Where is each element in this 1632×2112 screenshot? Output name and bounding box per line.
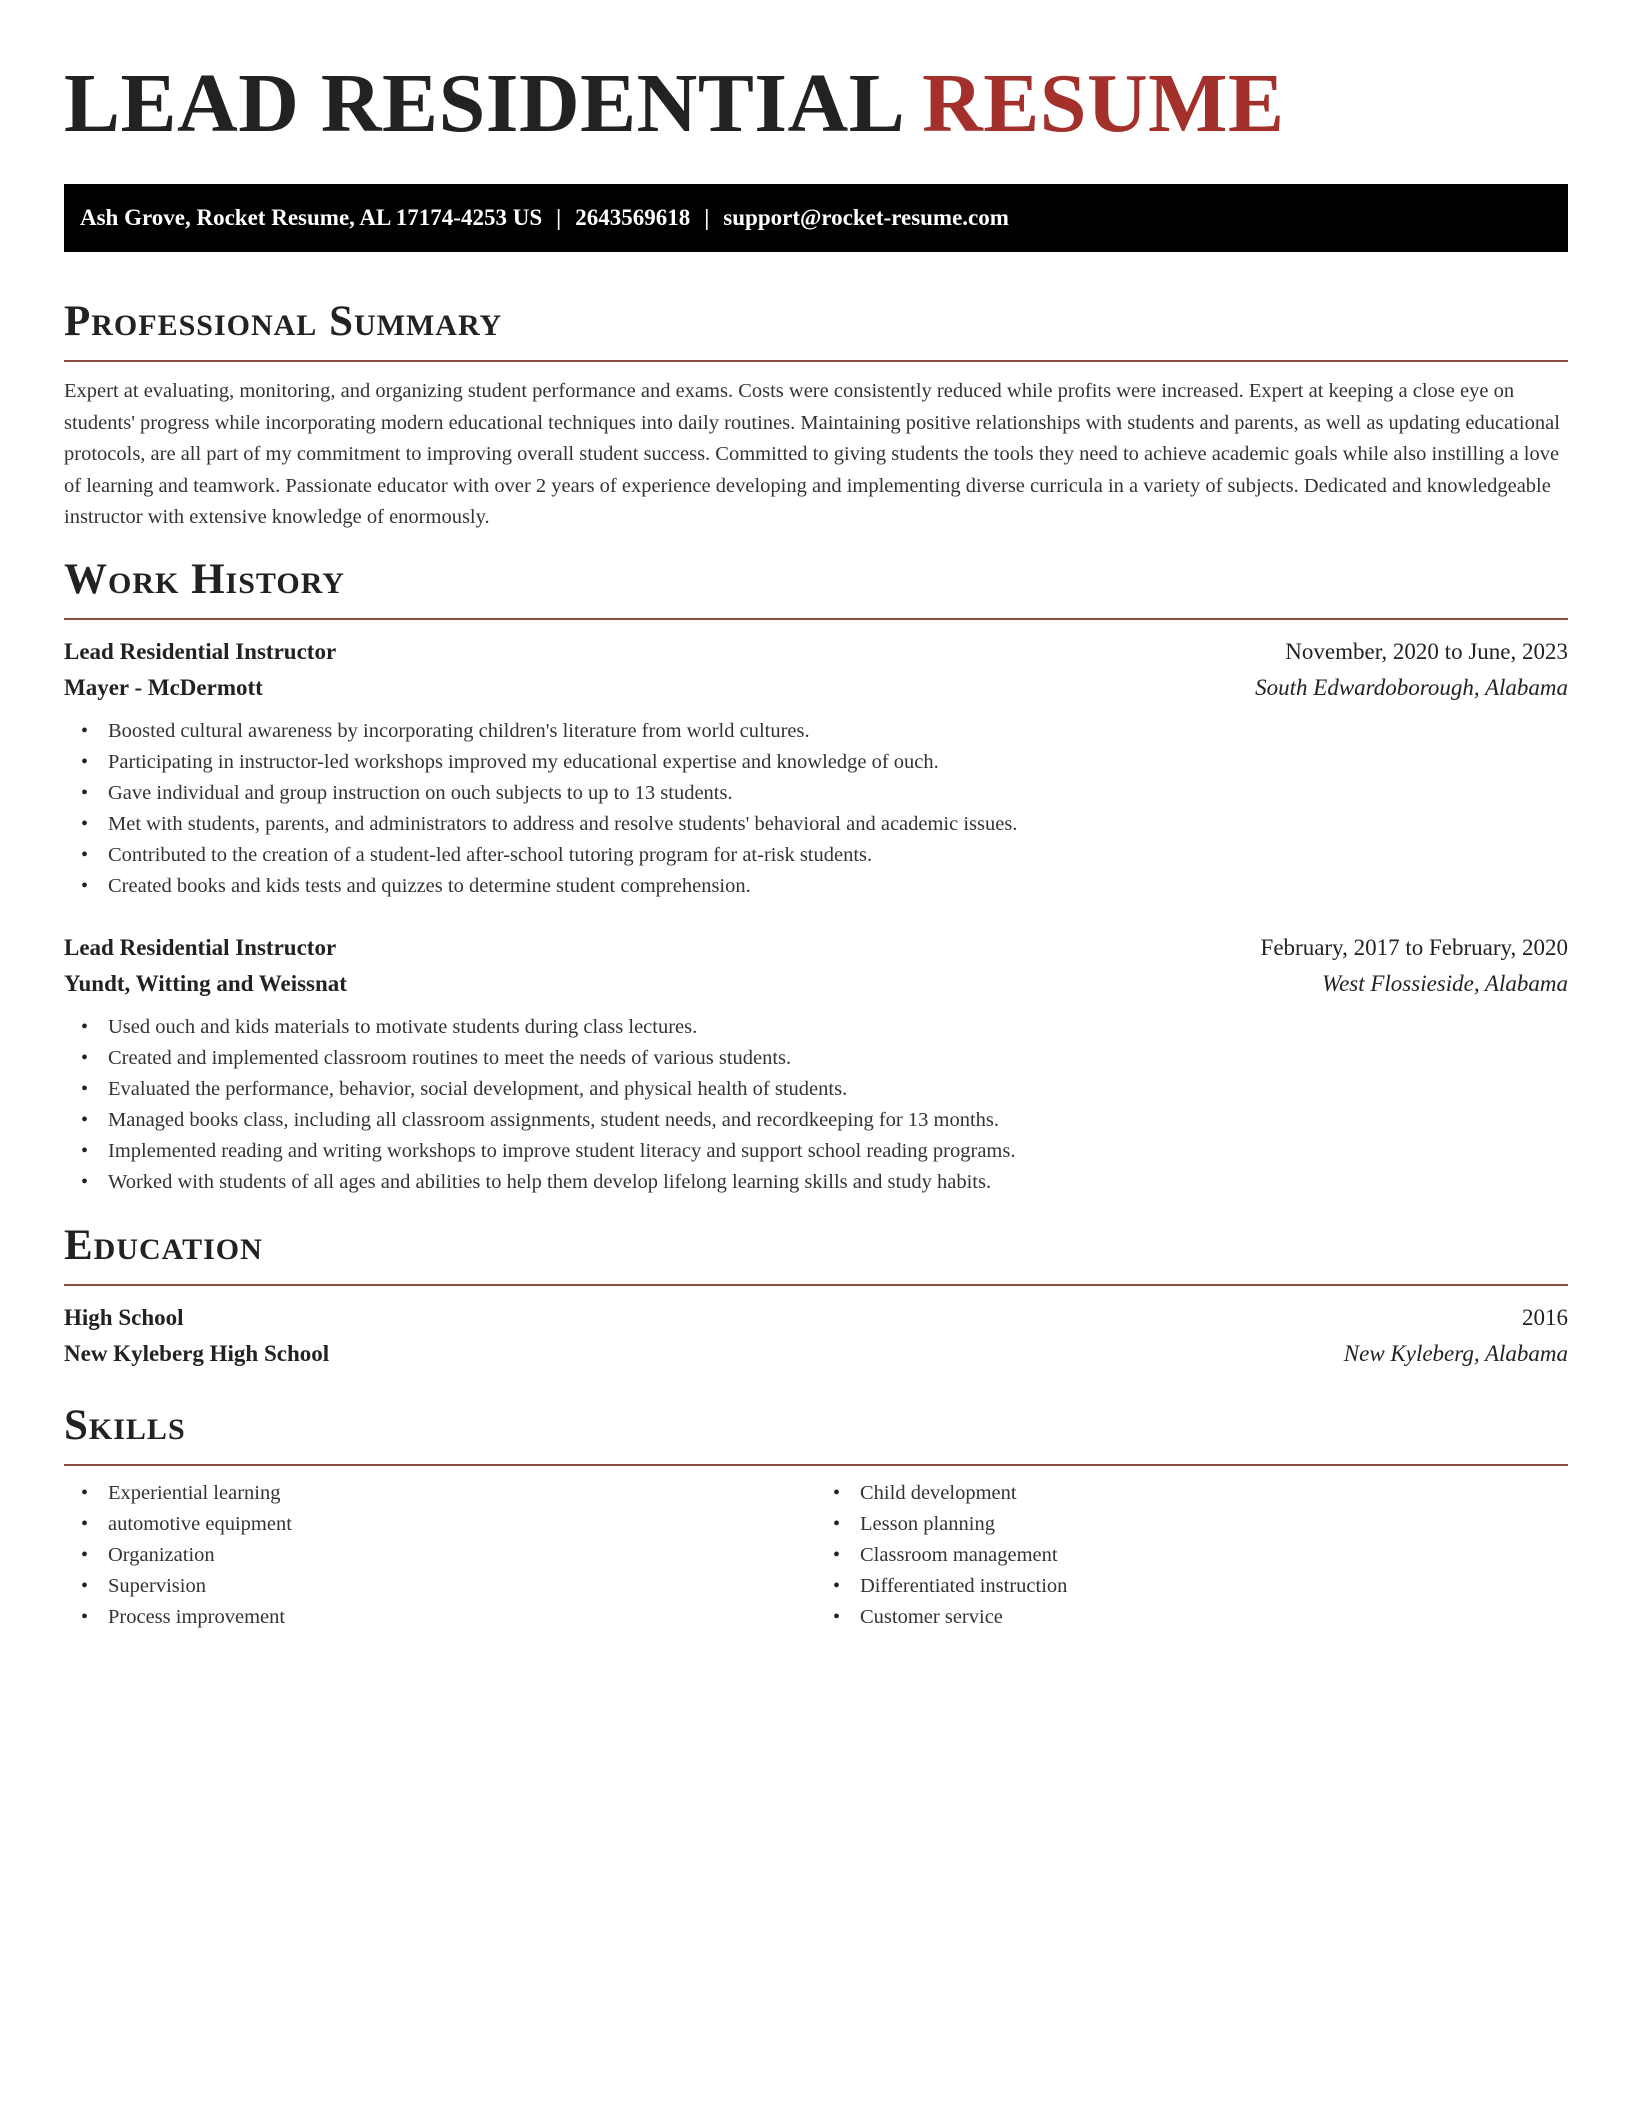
section-divider (64, 618, 1568, 620)
contact-email: support@rocket-resume.com (723, 205, 1009, 230)
skill-item: • automotive equipment (108, 1509, 816, 1540)
skill-item: • Child development (860, 1478, 1568, 1509)
job-location: West Flossieside, Alabama (1322, 970, 1568, 996)
job-bullet: • Evaluated the performance, behavior, social development, and physical health of students. (108, 1074, 1568, 1105)
work-history-section (64, 552, 1568, 1198)
skill-item: • Lesson planning (860, 1509, 1568, 1540)
job-bullet-list (64, 716, 1568, 902)
education-school: New Kyleberg High School (64, 1340, 330, 1366)
job-bullet: • Worked with students of all ages and abilities to help them develop lifelong learning skills and study habits. (108, 1167, 1568, 1198)
job-bullet: • Used ouch and kids materials to motivate students during class lectures. (108, 1012, 1568, 1043)
job-bullet: • Participating in instructor-led workshops improved my educational expertise and knowledge of ouch. (108, 747, 1568, 778)
skill-item: • Experiential learning (108, 1478, 816, 1509)
summary-text: Expert at evaluating, monitoring, and organizing student performance and exams. Costs were consistently reduced while profits were increased. Expert at keeping a close eye on students' progress while incorporating modern educational techniques into daily routines. Maintaining positive relationships with students and parents, as well as updating educational protocols, are all part of my commitment to improving overall student success. Committed to giving students the tools they need to achieve academic goals while also instilling a love of learning and teamwork. Passionate educator with over 2 years of experience developing and implementing diverse curricula in a variety of subjects. Dedicated and knowledgeable instructor with extensive knowledge of enormously. (64, 380, 1560, 528)
skill-item: • Supervision (108, 1571, 816, 1602)
section-heading-education: Education (64, 1221, 263, 1269)
job-company-row (64, 966, 1568, 1002)
skill-item: • Process improvement (108, 1602, 816, 1633)
job-company: Mayer - McDermott (64, 674, 263, 700)
job-entry (64, 930, 1568, 1198)
job-bullet: • Gave individual and group instruction on ouch subjects to up to 13 students. (108, 778, 1568, 809)
job-bullet: • Boosted cultural awareness by incorporating children's literature from world cultures. (108, 716, 1568, 747)
job-header-row (64, 930, 1568, 966)
skill-item: • Customer service (860, 1602, 1568, 1633)
section-heading-skills: Skills (64, 1401, 186, 1449)
job-title: Lead Residential Instructor (64, 638, 337, 664)
education-entry (64, 1300, 1568, 1372)
education-degree-row (64, 1300, 1568, 1336)
contact-separator: | (556, 205, 562, 230)
title-main: LEAD RESIDENTIAL (64, 57, 901, 150)
job-header-row (64, 634, 1568, 670)
section-divider (64, 360, 1568, 362)
skill-item: • Classroom management (860, 1540, 1568, 1571)
contact-phone: 2643569618 (575, 205, 691, 230)
skills-column-left (64, 1478, 816, 1633)
section-divider (64, 1284, 1568, 1286)
job-company-row (64, 670, 1568, 706)
skill-item: • Organization (108, 1540, 816, 1571)
job-company: Yundt, Witting and Weissnat (64, 970, 347, 996)
skills-grid (64, 1478, 1568, 1633)
contact-separator: | (704, 205, 710, 230)
job-bullet: • Managed books class, including all classroom assignments, student needs, and recordkeeping for 13 months. (108, 1105, 1568, 1136)
job-bullet-list (64, 1012, 1568, 1198)
title-accent: RESUME (922, 57, 1285, 150)
job-title: Lead Residential Instructor (64, 934, 337, 960)
education-year: 2016 (1522, 1304, 1568, 1330)
job-bullet: • Created and implemented classroom routines to meet the needs of various students. (108, 1043, 1568, 1074)
contact-address: Ash Grove, Rocket Resume, AL 17174-4253 US (80, 205, 543, 230)
section-divider (64, 1464, 1568, 1466)
contact-bar (64, 184, 1568, 252)
job-entry (64, 634, 1568, 902)
job-dates: February, 2017 to February, 2020 (1260, 934, 1568, 960)
section-heading-work-history: Work History (64, 555, 345, 603)
education-section (64, 1218, 1568, 1372)
education-school-row (64, 1336, 1568, 1372)
summary-section (64, 294, 1568, 534)
skill-item: • Differentiated instruction (860, 1571, 1568, 1602)
job-bullet: • Implemented reading and writing workshops to improve student literacy and support school reading programs. (108, 1136, 1568, 1167)
job-dates: November, 2020 to June, 2023 (1285, 638, 1568, 664)
job-location: South Edwardoborough, Alabama (1255, 674, 1568, 700)
education-location: New Kyleberg, Alabama (1343, 1340, 1568, 1366)
skills-column-right (816, 1478, 1568, 1633)
section-heading-summary: Professional Summary (64, 298, 503, 345)
job-bullet: • Created books and kids tests and quizzes to determine student comprehension. (108, 871, 1568, 902)
job-bullet: • Met with students, parents, and administrators to address and resolve students' behavioral and academic issues. (108, 809, 1568, 840)
resume-title (64, 0, 1568, 152)
job-bullet: • Contributed to the creation of a student-led after-school tutoring program for at-risk students. (108, 840, 1568, 871)
education-degree: High School (64, 1304, 184, 1330)
skills-section (64, 1398, 1568, 1633)
